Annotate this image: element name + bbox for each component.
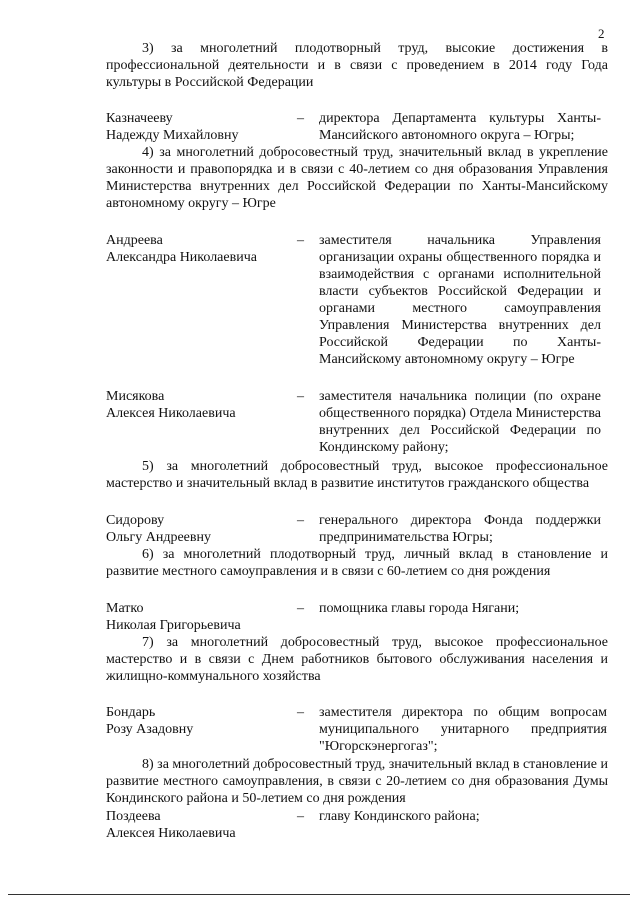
person-name: Александра Николаевича: [106, 250, 257, 265]
section-heading-8: 8) за многолетний добросовестный труд, значительный вклад в становление и развитие местного самоуправления, в связи с 20-летием со дня образования Думы Кондинского района и 50-летием со дня рождения: [106, 757, 608, 806]
section-heading-5: 5) за многолетний добросовестный труд, высокое профессиональное мастерство и значительный вклад в развитие институтов гражданского общества: [106, 459, 608, 491]
person-position: заместителя начальника Управления организации охраны общественного порядка и взаимодействия с органами исполнительной власти субъектов Российской Федерации и органами местного самоуправления Управления Министерства внутренних дел Российской Федерации по Ханты-Мансийскому автономному округу – Югре: [319, 233, 601, 367]
section-heading-3: 3) за многолетний плодотворный труд, высокие достижения в профессиональной деятельности и в связи с проведением в 2014 году Года культуры в Российской Федерации: [106, 41, 608, 90]
person-position: помощника главы города Нягани;: [319, 601, 520, 616]
person-surname: Поздеева: [106, 809, 161, 824]
person-position: главу Кондинского района;: [319, 809, 480, 824]
person-position: заместителя начальника полиции (по охране общественного порядка) Отдела Министерства внутренних дел Российской Федерации по Кондинскому району;: [319, 389, 601, 455]
section-heading-4: 4) за многолетний добросовестный труд, значительный вклад в укрепление законности и правопорядка и в связи с 40-летием со дня образования Управления Министерства внутренних дел Российской Федерации по Ханты-Мансийскому автономному округу – Югре: [106, 145, 608, 211]
entry-dash: –: [297, 513, 304, 528]
person-surname: Мисякова: [106, 389, 165, 404]
page-bottom-rule: [8, 894, 630, 895]
entry-dash: –: [297, 601, 304, 616]
award-entry-name: [106, 808, 286, 842]
person-name: Ольгу Андреевну: [106, 530, 211, 545]
person-name: Алексея Николаевича: [106, 406, 236, 421]
person-surname: Бондарь: [106, 705, 156, 720]
person-position: директора Департамента культуры Ханты-Мансийского автономного округа – Югры;: [319, 111, 601, 143]
person-name: Розу Азадовну: [106, 722, 194, 737]
entry-dash: –: [297, 389, 304, 404]
person-name: Надежду Михайловну: [106, 128, 239, 143]
person-name: Николая Григорьевича: [106, 618, 241, 633]
entry-dash: –: [297, 809, 304, 824]
award-entry-name: [106, 600, 286, 634]
entry-dash: –: [297, 705, 304, 720]
page-number: 2: [598, 26, 605, 41]
award-entry-name: [106, 388, 286, 422]
person-position: генерального директора Фонда поддержки предпринимательства Югры;: [319, 513, 601, 545]
award-entry-name: [106, 512, 286, 546]
person-position: заместителя директора по общим вопросам муниципального унитарного предприятия "Югорскэнергогаз";: [319, 705, 607, 754]
person-surname: Казначееву: [106, 111, 173, 126]
person-surname: Матко: [106, 601, 144, 616]
award-entry-name: [106, 232, 286, 266]
section-heading-7: 7) за многолетний добросовестный труд, высокое профессиональное мастерство и в связи с Днем работников бытового обслуживания населения и жилищно-коммунального хозяйства: [106, 635, 608, 684]
entry-dash: –: [297, 233, 304, 248]
entry-dash: –: [297, 111, 304, 126]
award-entry-name: [106, 110, 286, 144]
person-surname: Сидорову: [106, 513, 165, 528]
section-heading-6: 6) за многолетний плодотворный труд, личный вклад в становление и развитие местного самоуправления и в связи с 60-летием со дня рождения: [106, 547, 608, 579]
person-surname: Андреева: [106, 233, 163, 248]
person-name: Алексея Николаевича: [106, 826, 236, 841]
award-entry-name: [106, 704, 286, 738]
